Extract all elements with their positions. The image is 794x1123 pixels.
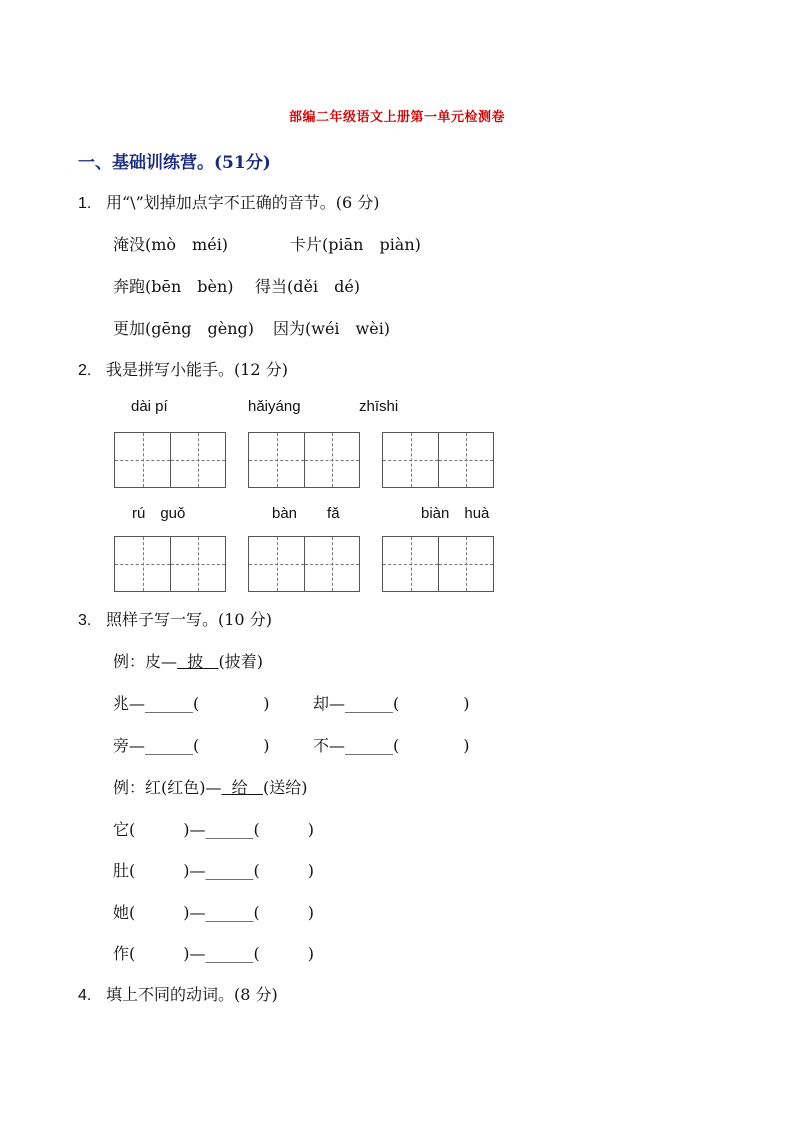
fill-blank[interactable]: 兆—______( ) [113, 694, 270, 713]
pinyin-label: rú guǒ [132, 505, 186, 522]
q1-item: 淹没(mò méi) [113, 235, 229, 254]
question-3 [78, 607, 272, 630]
example-prefix: 例：皮— [113, 652, 178, 671]
writing-grid[interactable] [248, 536, 360, 592]
question-1 [78, 190, 380, 213]
question-number: 1. [78, 195, 92, 212]
writing-grid[interactable] [114, 432, 226, 488]
example-suffix: (披着) [218, 652, 263, 671]
example-line [113, 775, 307, 798]
pinyin-label: bàn fǎ [272, 505, 340, 522]
fill-blank[interactable]: 肚( )—______( ) [113, 861, 314, 880]
fill-blank[interactable]: 她( )—______( ) [113, 903, 314, 922]
q1-item: 因为(wéi wèi) [273, 319, 391, 338]
example-suffix: (送给) [262, 778, 308, 797]
example-answer: 给 [231, 778, 248, 797]
pinyin-label: zhīshi [359, 398, 399, 415]
q1-item: 卡片(piān piàn) [290, 235, 421, 254]
pinyin-label: dài pí [131, 398, 168, 415]
q1-item: 更加(gēng gèng) [113, 319, 255, 338]
question-text: 用“\”划掉加点字不正确的音节。(6 分) [106, 193, 380, 212]
section-heading: 一、基础训练营。(51分) [78, 153, 271, 173]
question-number: 4. [78, 987, 92, 1004]
fill-blank[interactable]: 不—______( ) [313, 736, 470, 755]
fill-blank[interactable]: 却—______( ) [313, 694, 470, 713]
question-text: 照样子写一写。(10 分) [106, 610, 272, 629]
document-title: 部编二年级语文上册第一单元检测卷 [288, 110, 505, 125]
example-prefix: 例：红(红色)— [113, 778, 222, 797]
fill-blank[interactable]: 它( )—______( ) [113, 820, 314, 839]
question-text: 我是拼写小能手。(12 分) [106, 360, 288, 379]
example-answer: 披 [187, 652, 204, 671]
question-4 [78, 982, 278, 1005]
writing-grid[interactable] [382, 432, 494, 488]
writing-grid[interactable] [382, 536, 494, 592]
pinyin-label: hǎiyáng [248, 398, 301, 415]
fill-blank[interactable]: 作( )—______( ) [113, 944, 314, 963]
example-line [113, 649, 263, 672]
question-2 [78, 357, 288, 380]
pinyin-label: biàn huà [421, 505, 490, 522]
question-text: 填上不同的动词。(8 分) [106, 985, 278, 1004]
q1-item: 得当(děi dé) [255, 277, 361, 296]
fill-blank[interactable]: 旁—______( ) [113, 736, 270, 755]
q1-item: 奔跑(bēn bèn) [113, 277, 234, 296]
writing-grid[interactable] [114, 536, 226, 592]
writing-grid[interactable] [248, 432, 360, 488]
question-number: 3. [78, 612, 92, 629]
question-number: 2. [78, 362, 92, 379]
